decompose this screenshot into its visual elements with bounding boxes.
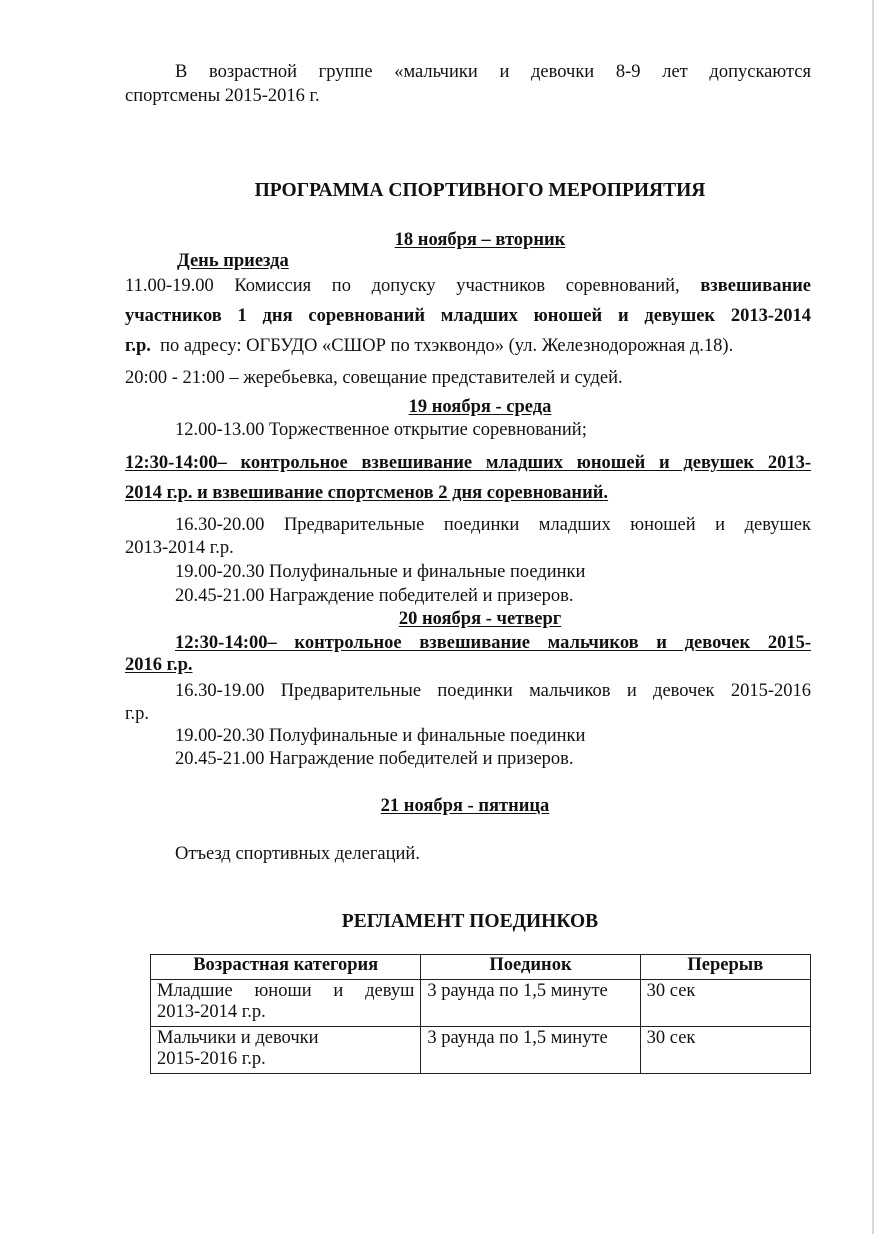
weighing-bold-2: участников 1 дня соревнований младших юношей и девушек 2013-2014 <box>125 306 811 326</box>
weighing-bold-3: г.р. <box>125 336 151 356</box>
arrival-day: День приезда <box>177 251 289 271</box>
day18-date: 18 ноября – вторник <box>394 230 566 250</box>
day19-opening: 12.00-13.00 Торжественное открытие соревнований; <box>175 420 587 440</box>
header-bout: Поединок <box>421 955 640 980</box>
header-break: Перерыв <box>640 955 810 980</box>
intro-line-2: спортсмены 2015-2016 г. <box>125 86 320 106</box>
bout-cell: 3 раунда по 1,5 минуте <box>421 1027 640 1074</box>
day19-date: 19 ноября - среда <box>408 397 552 417</box>
day19-preliminary-2: 2013-2014 г.р. <box>125 538 234 558</box>
table-row <box>151 1027 811 1074</box>
day19-awards: 20.45-21.00 Награждение победителей и призеров. <box>175 586 574 606</box>
day20-date: 20 ноября - четверг <box>398 609 562 629</box>
day20-semifinals: 19.00-20.30 Полуфинальные и финальные поединки <box>175 726 586 746</box>
draw-meeting: 20:00 - 21:00 – жеребьевка, совещание представителей и судей. <box>125 368 623 388</box>
day18-commission-line <box>125 275 811 297</box>
category-cell <box>151 1027 421 1074</box>
header-age-category: Возрастная категория <box>151 955 421 980</box>
day20-preliminary-1: 16.30-19.00 Предварительные поединки мальчиков и девочек 2015-2016 <box>175 681 811 701</box>
day20-awards: 20.45-21.00 Награждение победителей и призеров. <box>175 749 574 769</box>
day20-control-weighing-2: 2016 г.р. <box>125 655 193 675</box>
day19-semifinals: 19.00-20.30 Полуфинальные и финальные поединки <box>175 562 586 582</box>
day19-control-weighing-1: 12:30-14:00– контрольное взвешивание младших юношей и девушек 2013- <box>125 453 811 473</box>
day20-preliminary-2: г.р. <box>125 704 150 724</box>
category-cell <box>151 980 421 1027</box>
program-title: ПРОГРАММА СПОРТИВНОГО МЕРОПРИЯТИЯ <box>254 180 706 201</box>
day19-preliminary-1: 16.30-20.00 Предварительные поединки младших юношей и девушек <box>175 515 811 535</box>
departure: Отъезд спортивных делегаций. <box>175 844 420 864</box>
table-header-row <box>151 955 811 980</box>
address: по адресу: ОГБУДО «СШОР по тхэквондо» (ул. Железнодорожная д.18). <box>160 336 734 356</box>
bout-cell: 3 раунда по 1,5 минуте <box>421 980 640 1027</box>
intro-line-1: В возрастной группе «мальчики и девочки 8-9 лет допускаются <box>175 62 811 82</box>
category-line-2: 2013-2014 г.р. <box>157 1002 266 1022</box>
category-line-1: Мальчики и девочки <box>157 1028 319 1048</box>
break-cell: 30 сек <box>640 1027 810 1074</box>
table-row <box>151 980 811 1027</box>
regulations-table <box>150 954 811 1074</box>
category-line-2: 2015-2016 г.р. <box>157 1049 266 1069</box>
regulations-title: РЕГЛАМЕНТ ПОЕДИНКОВ <box>341 911 599 932</box>
day21-date: 21 ноября - пятница <box>380 796 550 816</box>
category-line-1: Младшие юноши и девуш <box>157 981 415 1001</box>
break-cell: 30 сек <box>640 980 810 1027</box>
weighing-bold-1: взвешивание <box>700 276 811 296</box>
day18-address-line <box>125 335 811 357</box>
day20-control-weighing-1: 12:30-14:00– контрольное взвешивание мальчиков и девочек 2015- <box>175 633 811 653</box>
day19-control-weighing-2: 2014 г.р. и взвешивание спортсменов 2 дня соревнований. <box>125 483 609 503</box>
commission-text: 11.00-19.00 Комиссия по допуску участников соревнований, <box>125 276 680 296</box>
